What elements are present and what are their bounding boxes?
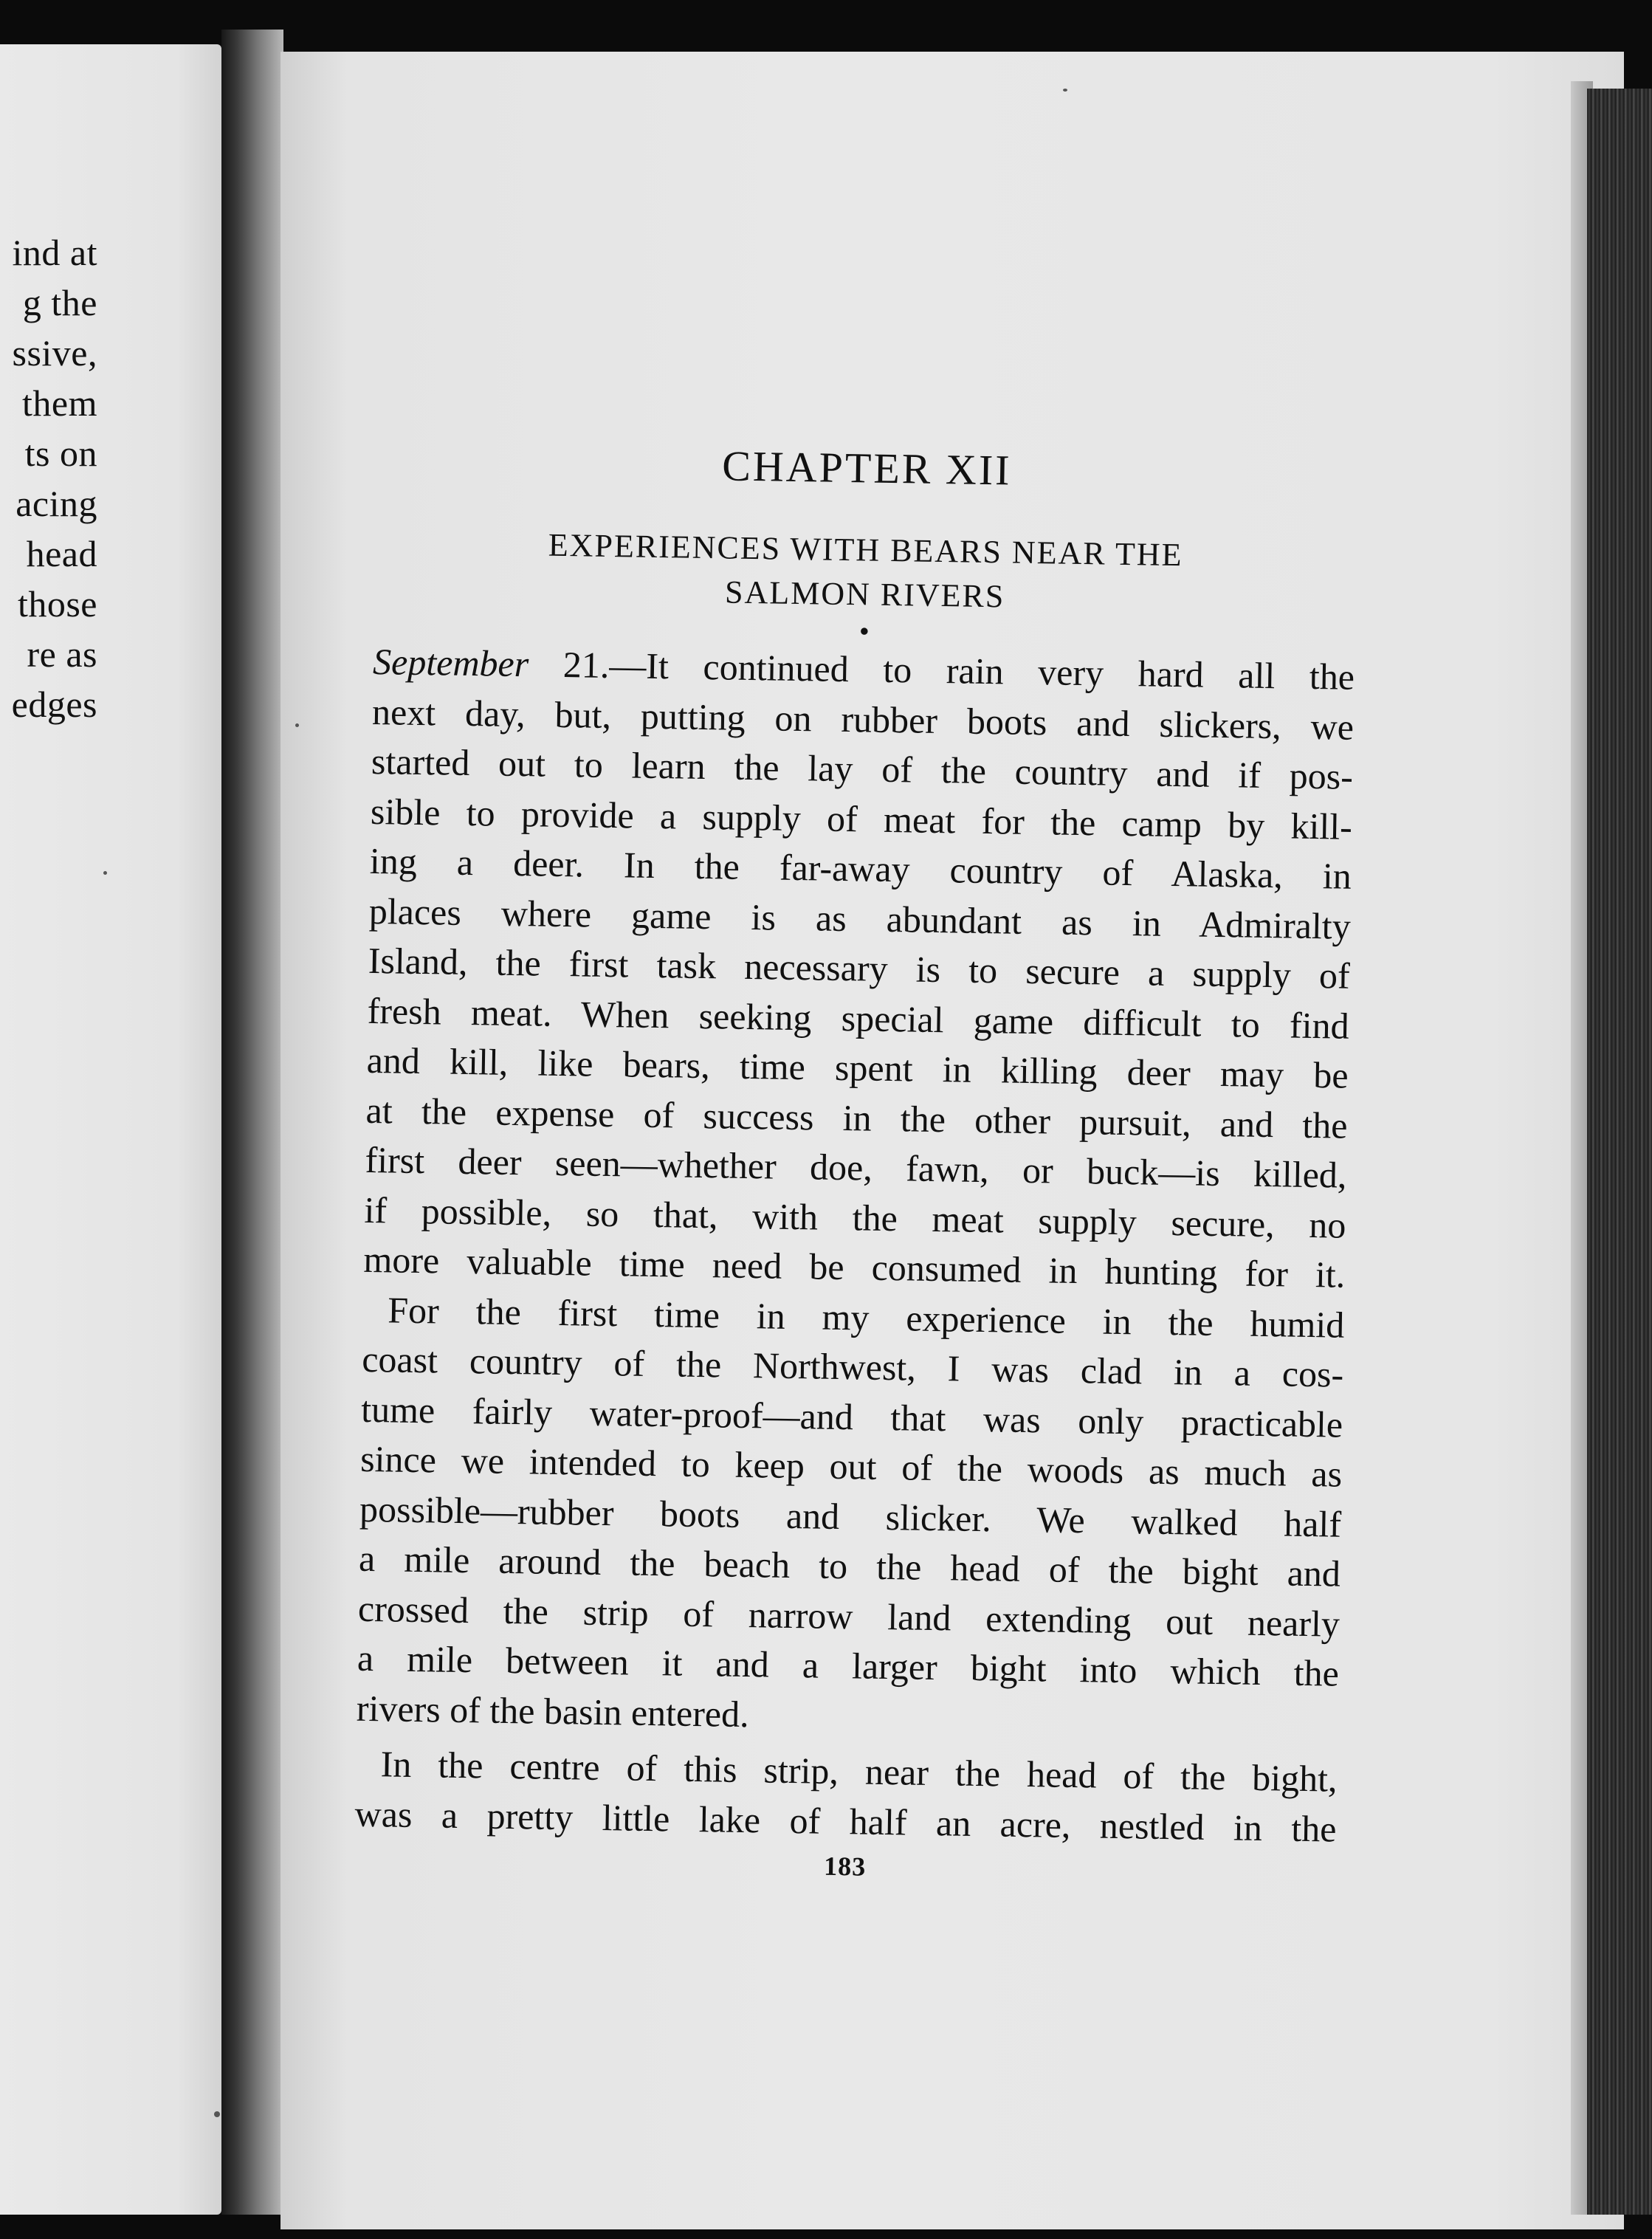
body-line-text: 21.—It continued to rain very hard all the (528, 643, 1355, 698)
facing-line: acing (16, 483, 97, 524)
facing-line: ind at (12, 232, 97, 273)
body-line: crossed the strip of narrow land extending out nearly (357, 1587, 1340, 1645)
page-edges-stack (1587, 89, 1652, 2215)
chapter-title-line: SALMON RIVERS (724, 574, 1005, 615)
body-line: first deer seen—whether doe, fawn, or buck—is killed, (365, 1138, 1347, 1196)
body-line: rivers of the basin entered. (356, 1687, 750, 1735)
body-line: if possible, so that, with the meat supply secure, no (364, 1189, 1346, 1246)
chapter-heading: CHAPTER XII (721, 441, 1013, 495)
facing-line: those (17, 583, 97, 625)
body-line: tume fairly water-proof—and that was only practicable (360, 1388, 1343, 1445)
ornament-dot: ● (859, 621, 870, 640)
body-line: possible—rubber boots and slicker. We walked half (359, 1487, 1342, 1545)
body-line: Island, the first task necessary is to secure a supply of (368, 939, 1351, 997)
body-line: was a pretty little lake of half an acre, nestled in the (354, 1792, 1337, 1850)
facing-line: g the (22, 282, 97, 323)
body-line: more valuable time need be consumed in hunting for it. (363, 1238, 1346, 1296)
facing-line: ssive, (12, 332, 97, 374)
body-line: sible to provide a supply of meat for the camp by kill- (370, 790, 1353, 847)
page-number: 183 (823, 1851, 867, 1882)
body-line: For the first time in my experience in the humid (387, 1288, 1345, 1346)
body-text (354, 637, 1355, 1854)
book-gutter-shadow (221, 30, 283, 2215)
body-line: coast country of the Northwest, I was clad in a cos- (361, 1338, 1344, 1395)
chapter-title-line: EXPERIENCES WITH BEARS NEAR THE (548, 526, 1183, 574)
body-line: places where game is as abundant as in Admiralty (368, 890, 1352, 947)
body-line: and kill, like bears, time spent in killing deer may be (366, 1039, 1349, 1096)
facing-line: re as (27, 633, 97, 675)
body-line: started out to learn the lay of the country and if pos- (371, 740, 1354, 797)
facing-line: edges (11, 684, 97, 725)
scan-speck (103, 871, 107, 875)
body-line: In the centre of this strip, near the head of the bight, (380, 1743, 1338, 1800)
facing-line: head (26, 533, 97, 574)
facing-page-text (0, 227, 97, 729)
scan-speck (214, 2111, 220, 2117)
page-text-block (354, 436, 1357, 1890)
body-line: next day, but, putting on rubber boots and slickers, we (371, 690, 1355, 748)
body-line: a mile around the beach to the head of the bight and (358, 1537, 1341, 1595)
facing-line: ts on (24, 433, 97, 474)
body-line: fresh meat. When seeking special game difficult to find (367, 989, 1350, 1047)
chapter-title (374, 520, 1357, 625)
body-line: ing a deer. In the far-away country of Alaska, in (369, 839, 1352, 897)
scan-speck (295, 723, 299, 727)
scan-speck (1063, 89, 1067, 92)
body-line: a mile between it and a larger bight into which the (357, 1637, 1340, 1694)
body-line: at the expense of success in the other pursuit, and the (365, 1089, 1348, 1146)
facing-line: them (22, 382, 97, 424)
body-line: since we intended to keep out of the woods as much as (359, 1437, 1343, 1495)
dateline: September (372, 640, 529, 685)
